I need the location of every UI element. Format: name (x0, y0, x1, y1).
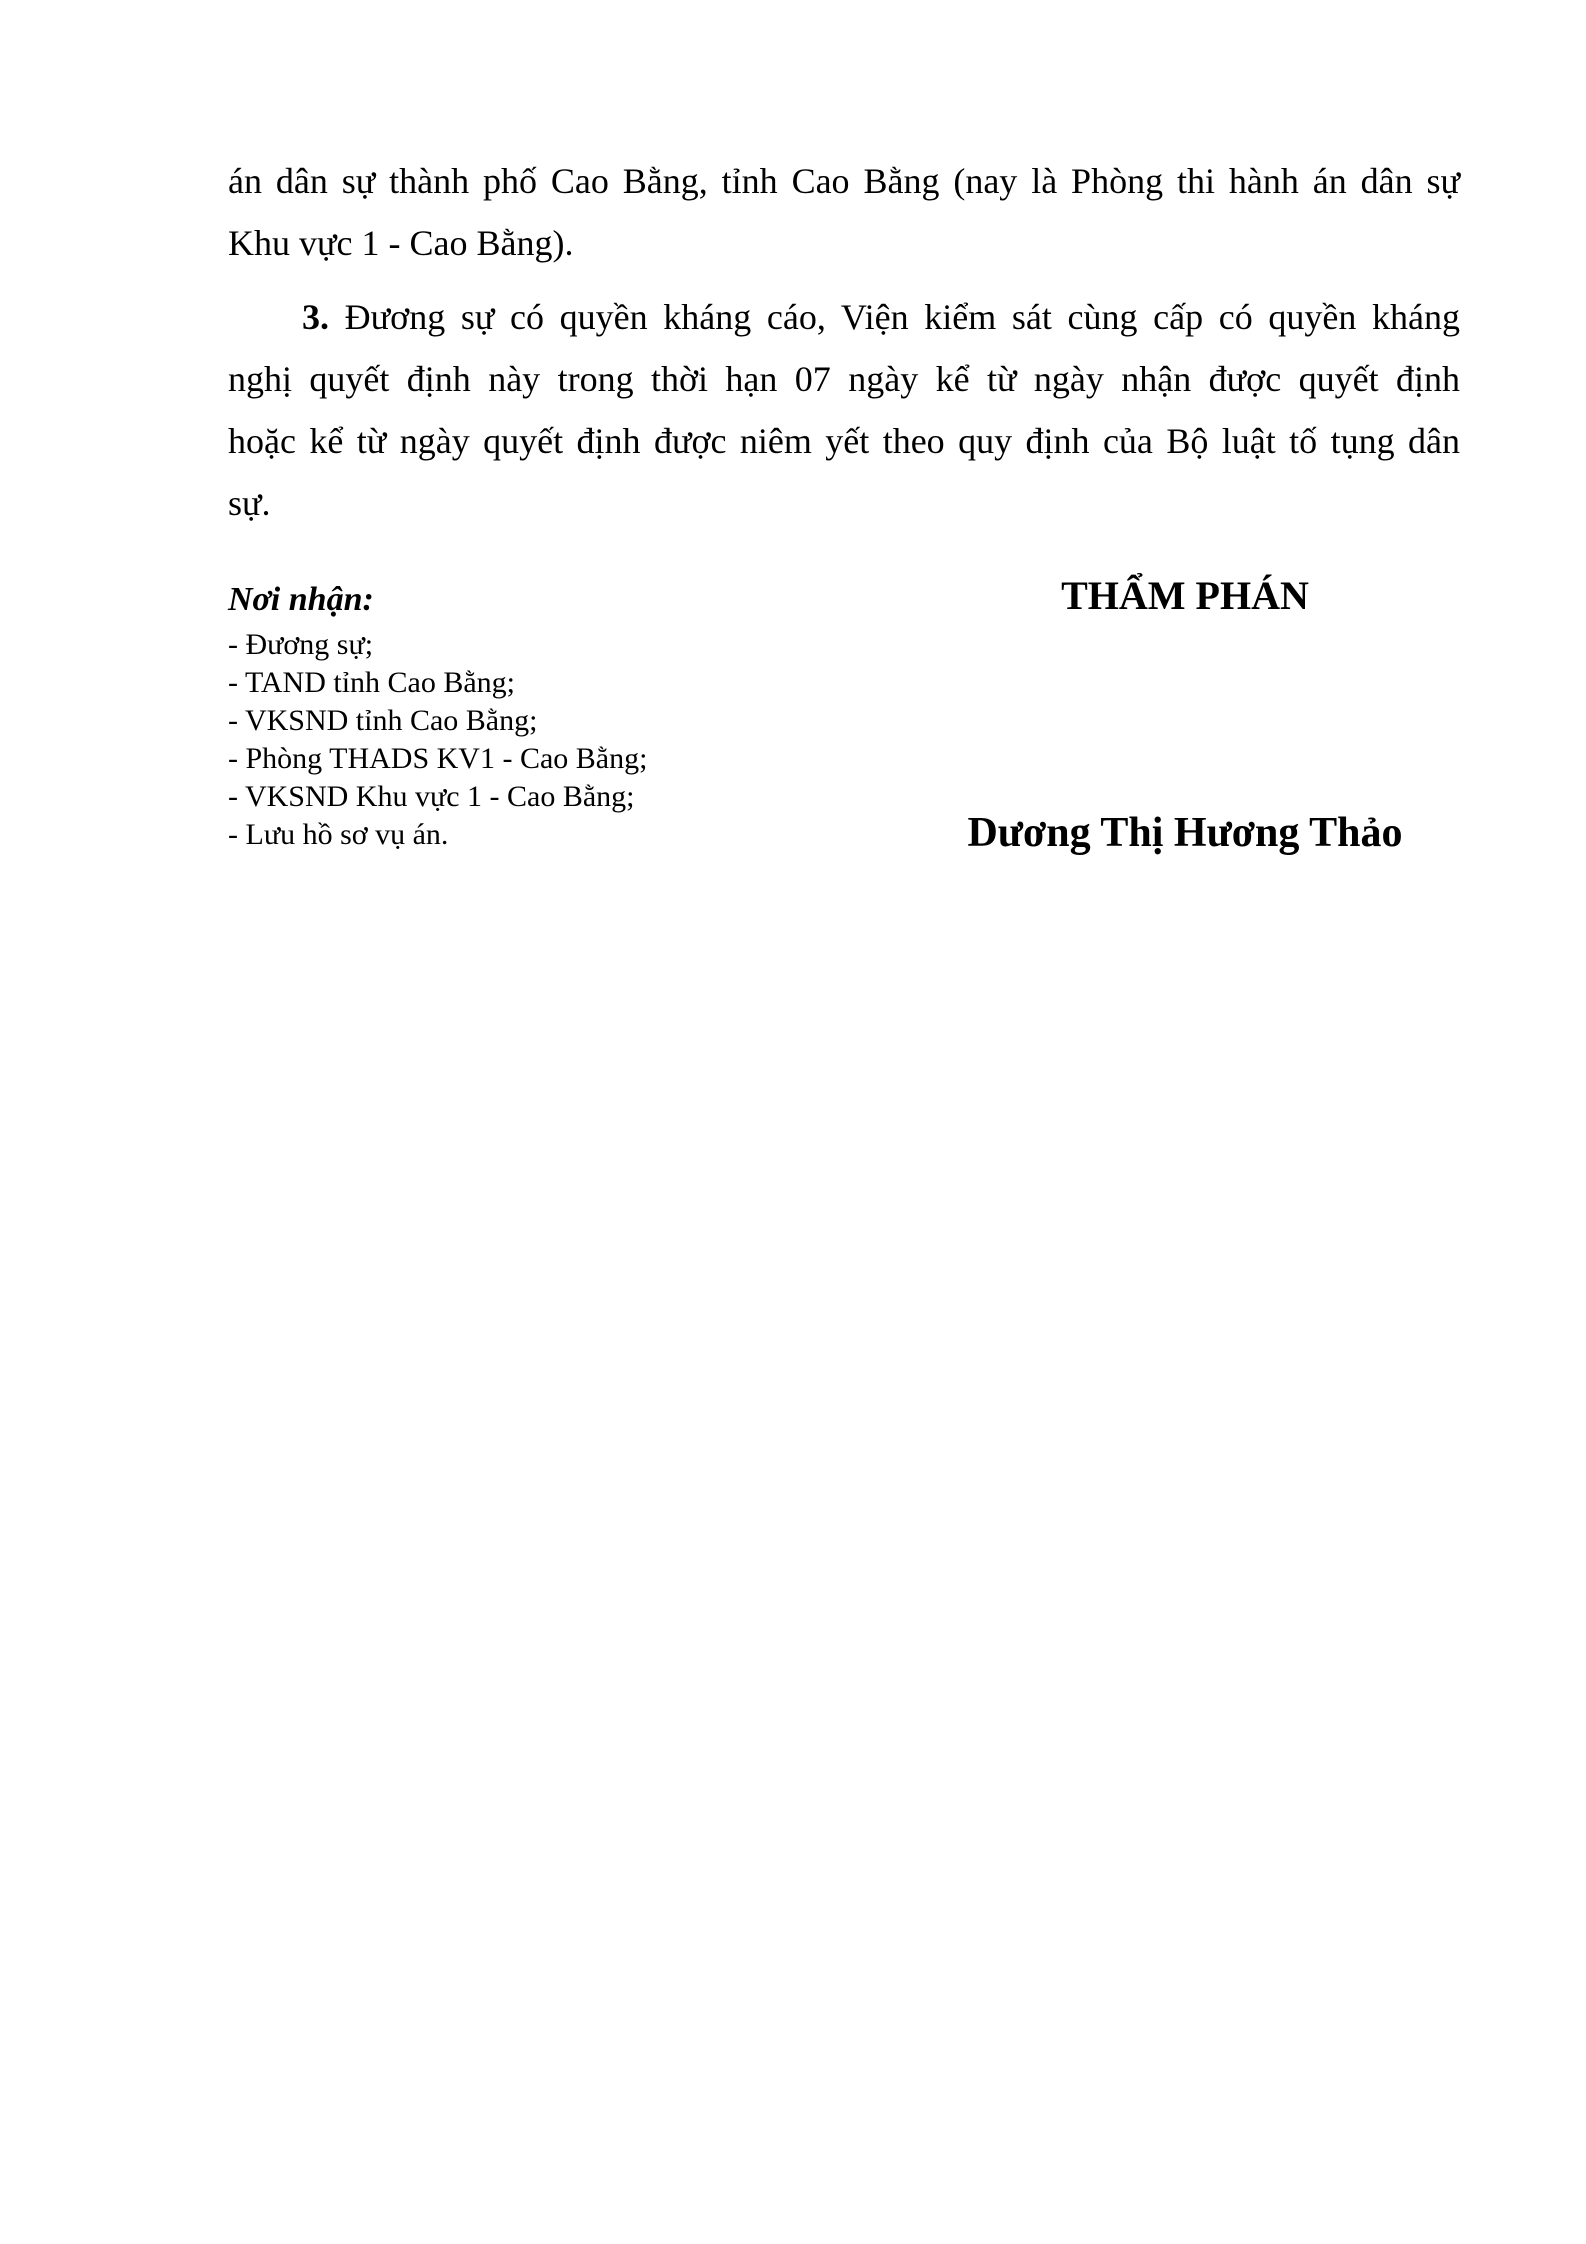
signature-block (905, 572, 1465, 860)
paragraph-3-line-1 (228, 286, 1460, 348)
paragraph-3-line-1-text: Đương sự có quyền kháng cáo, Viện kiểm sát cùng cấp có quyền kháng (329, 297, 1460, 337)
signer-title: THẨM PHÁN (1061, 573, 1309, 618)
recipient-item: - VKSND Khu vực 1 - Cao Bằng; (228, 780, 635, 813)
recipients-block (228, 578, 848, 854)
paragraph-intro-line-1: án dân sự thành phố Cao Bằng, tỉnh Cao Bằng (nay là Phòng thi hành án dân sự (228, 161, 1460, 201)
paragraph-3-line-4: sự. (228, 483, 271, 523)
signer-name: Dương Thị Hương Thảo (967, 810, 1403, 856)
recipient-item: - Đương sự; (228, 628, 374, 661)
paragraph-3-line-2: nghị quyết định này trong thời hạn 07 ngày kể từ ngày nhận được quyết định (228, 359, 1460, 399)
paragraph-intro-line-2: Khu vực 1 - Cao Bằng). (228, 223, 574, 263)
paragraph-3-line-3: hoặc kể từ ngày quyết định được niêm yết theo quy định của Bộ luật tố tụng dân (228, 421, 1460, 461)
recipient-item: - VKSND tỉnh Cao Bằng; (228, 704, 538, 737)
document-body (228, 150, 1460, 534)
recipients-list (228, 626, 848, 854)
paragraph-intro (228, 150, 1460, 274)
recipients-heading: Nơi nhận: (228, 581, 374, 618)
paragraph-3 (228, 286, 1460, 534)
recipient-item: - Phòng THADS KV1 - Cao Bằng; (228, 742, 648, 775)
paragraph-3-number: 3. (302, 297, 329, 337)
recipient-item: - TAND tỉnh Cao Bằng; (228, 666, 516, 699)
recipient-item: - Lưu hồ sơ vụ án. (228, 818, 449, 851)
